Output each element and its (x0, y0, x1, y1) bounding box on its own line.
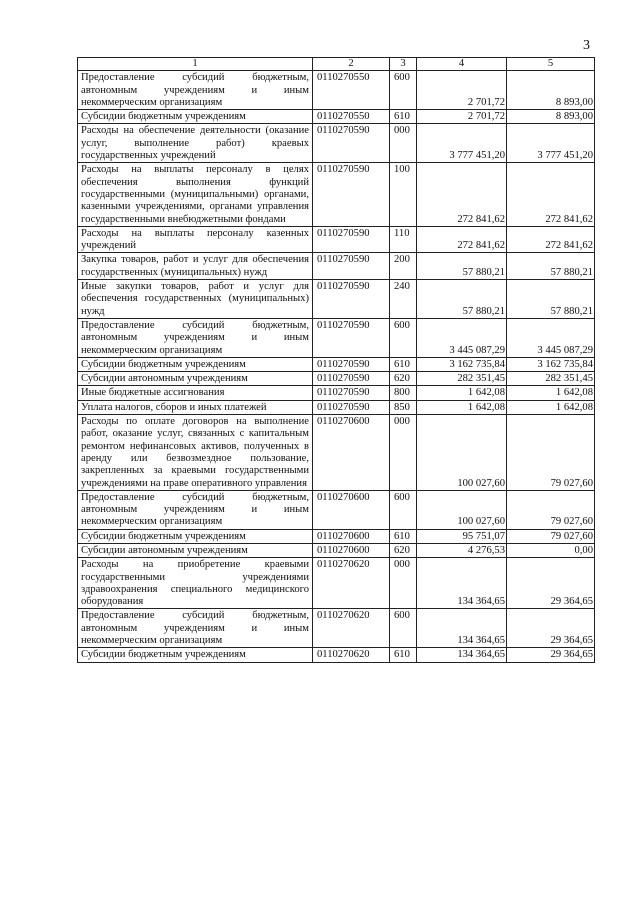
row-name-cell: Расходы по оплате договоров на выполнение работ, оказание услуг, связанных с капитальным ремонтом нефинансовых активов, полученных в аренду или безвозмездное пользование, закрепленных за краевыми государственными учреждениями на праве оперативного управления (78, 415, 313, 491)
table-row (78, 529, 595, 543)
row-vr-cell: 000 (390, 415, 417, 491)
row-amount-2020-cell: 29 364,65 (507, 648, 595, 662)
row-amount-2019-cell: 57 880,21 (417, 280, 507, 319)
row-vr-cell: 600 (390, 609, 417, 648)
row-amount-2019-cell: 134 364,65 (417, 648, 507, 662)
row-amount-2020-cell: 272 841,62 (507, 163, 595, 226)
row-vr-cell: 100 (390, 163, 417, 226)
row-amount-2020-cell: 79 027,60 (507, 415, 595, 491)
table-row (78, 415, 595, 491)
row-code-cell: 0110270590 (313, 163, 390, 226)
row-vr-cell: 610 (390, 529, 417, 543)
row-amount-2020-cell: 79 027,60 (507, 529, 595, 543)
table-row (78, 490, 595, 529)
row-code-cell: 0110270620 (313, 609, 390, 648)
row-amount-2019-cell: 3 445 087,29 (417, 318, 507, 357)
row-code-cell: 0110270550 (313, 71, 390, 110)
row-amount-2020-cell: 3 445 087,29 (507, 318, 595, 357)
row-amount-2020-cell: 1 642,08 (507, 400, 595, 414)
row-amount-2019-cell: 134 364,65 (417, 609, 507, 648)
row-name-cell: Расходы на приобретение краевыми государственными учреждениями здравоохранения специального медицинского оборудования (78, 558, 313, 609)
row-amount-2020-cell: 1 642,08 (507, 386, 595, 400)
row-code-cell: 0110270590 (313, 124, 390, 163)
row-vr-cell: 610 (390, 648, 417, 662)
row-amount-2020-cell: 57 880,21 (507, 253, 595, 280)
table-row (78, 543, 595, 557)
row-name-cell: Предоставление субсидий бюджетным, автономным учреждениям и иным некоммерческим организациям (78, 609, 313, 648)
row-amount-2019-cell: 1 642,08 (417, 400, 507, 414)
row-amount-2019-cell: 100 027,60 (417, 490, 507, 529)
table-row (78, 386, 595, 400)
row-amount-2020-cell: 29 364,65 (507, 609, 595, 648)
row-code-cell: 0110270590 (313, 386, 390, 400)
row-amount-2019-cell: 2 701,72 (417, 71, 507, 110)
row-amount-2020-cell: 3 777 451,20 (507, 124, 595, 163)
budget-table-body (78, 58, 595, 663)
row-code-cell: 0110270620 (313, 558, 390, 609)
row-code-cell: 0110270590 (313, 400, 390, 414)
row-amount-2020-cell: 0,00 (507, 543, 595, 557)
row-vr-cell: 600 (390, 71, 417, 110)
column-number: 2 (313, 58, 390, 71)
row-amount-2019-cell: 3 777 451,20 (417, 124, 507, 163)
row-code-cell: 0110270600 (313, 529, 390, 543)
row-code-cell: 0110270590 (313, 372, 390, 386)
row-name-cell: Уплата налогов, сборов и иных платежей (78, 400, 313, 414)
row-name-cell: Предоставление субсидий бюджетным, автономным учреждениям и иным некоммерческим организациям (78, 71, 313, 110)
row-name-cell: Субсидии бюджетным учреждениям (78, 357, 313, 371)
row-amount-2019-cell: 3 162 735,84 (417, 357, 507, 371)
row-name-cell: Иные закупки товаров, работ и услуг для обеспечения государственных (муниципальных) нужд (78, 280, 313, 319)
table-row (78, 124, 595, 163)
row-name-cell: Субсидии автономным учреждениям (78, 543, 313, 557)
row-amount-2020-cell: 272 841,62 (507, 226, 595, 253)
row-name-cell: Расходы на обеспечение деятельности (оказание услуг, выполнение работ) краевых государственных учреждений (78, 124, 313, 163)
table-row (78, 253, 595, 280)
row-code-cell: 0110270550 (313, 110, 390, 124)
table-row (78, 609, 595, 648)
table-row (78, 357, 595, 371)
row-name-cell: Расходы на выплаты персоналу в целях обеспечения выполнения функций государственными (муниципальными) органами, казенными учреждениями, органами управления государственными внебюджетными фондами (78, 163, 313, 226)
row-amount-2019-cell: 272 841,62 (417, 226, 507, 253)
row-amount-2019-cell: 1 642,08 (417, 386, 507, 400)
row-amount-2019-cell: 282 351,45 (417, 372, 507, 386)
column-number: 3 (390, 58, 417, 71)
row-amount-2020-cell: 29 364,65 (507, 558, 595, 609)
table-row (78, 226, 595, 253)
row-amount-2020-cell: 8 893,00 (507, 71, 595, 110)
row-amount-2019-cell: 2 701,72 (417, 110, 507, 124)
row-code-cell: 0110270590 (313, 357, 390, 371)
row-name-cell: Предоставление субсидий бюджетным, автономным учреждениям и иным некоммерческим организациям (78, 318, 313, 357)
row-amount-2019-cell: 134 364,65 (417, 558, 507, 609)
table-row (78, 71, 595, 110)
row-amount-2020-cell: 79 027,60 (507, 490, 595, 529)
table-row (78, 280, 595, 319)
row-vr-cell: 200 (390, 253, 417, 280)
table-row (78, 318, 595, 357)
row-code-cell: 0110270590 (313, 280, 390, 319)
row-vr-cell: 620 (390, 543, 417, 557)
row-amount-2020-cell: 282 351,45 (507, 372, 595, 386)
row-code-cell: 0110270590 (313, 318, 390, 357)
row-name-cell: Предоставление субсидий бюджетным, автономным учреждениям и иным некоммерческим организациям (78, 490, 313, 529)
row-code-cell: 0110270600 (313, 543, 390, 557)
row-vr-cell: 110 (390, 226, 417, 253)
row-name-cell: Расходы на выплаты персоналу казенных учреждений (78, 226, 313, 253)
row-amount-2020-cell: 8 893,00 (507, 110, 595, 124)
column-number: 1 (78, 58, 313, 71)
row-vr-cell: 000 (390, 124, 417, 163)
table-row (78, 372, 595, 386)
table-row (78, 558, 595, 609)
row-vr-cell: 620 (390, 372, 417, 386)
row-name-cell: Субсидии автономным учреждениям (78, 372, 313, 386)
row-code-cell: 0110270600 (313, 415, 390, 491)
table-row (78, 648, 595, 662)
row-amount-2020-cell: 3 162 735,84 (507, 357, 595, 371)
row-vr-cell: 600 (390, 318, 417, 357)
row-code-cell: 0110270600 (313, 490, 390, 529)
row-vr-cell: 600 (390, 490, 417, 529)
row-name-cell: Субсидии бюджетным учреждениям (78, 648, 313, 662)
row-vr-cell: 240 (390, 280, 417, 319)
row-name-cell: Субсидии бюджетным учреждениям (78, 529, 313, 543)
row-amount-2019-cell: 4 276,53 (417, 543, 507, 557)
row-name-cell: Закупка товаров, работ и услуг для обеспечения государственных (муниципальных) нужд (78, 253, 313, 280)
row-vr-cell: 610 (390, 110, 417, 124)
table-row (78, 400, 595, 414)
table-row (78, 110, 595, 124)
row-name-cell: Иные бюджетные ассигнования (78, 386, 313, 400)
row-vr-cell: 850 (390, 400, 417, 414)
row-vr-cell: 000 (390, 558, 417, 609)
row-amount-2020-cell: 57 880,21 (507, 280, 595, 319)
row-vr-cell: 800 (390, 386, 417, 400)
column-number: 4 (417, 58, 507, 71)
row-code-cell: 0110270590 (313, 253, 390, 280)
row-name-cell: Субсидии бюджетным учреждениям (78, 110, 313, 124)
row-vr-cell: 610 (390, 357, 417, 371)
row-amount-2019-cell: 272 841,62 (417, 163, 507, 226)
budget-table (77, 57, 595, 663)
row-amount-2019-cell: 57 880,21 (417, 253, 507, 280)
row-amount-2019-cell: 100 027,60 (417, 415, 507, 491)
row-amount-2019-cell: 95 751,07 (417, 529, 507, 543)
column-number-row (78, 58, 595, 71)
row-code-cell: 0110270590 (313, 226, 390, 253)
row-code-cell: 0110270620 (313, 648, 390, 662)
table-row (78, 163, 595, 226)
page-number: 3 (583, 38, 590, 53)
column-number: 5 (507, 58, 595, 71)
